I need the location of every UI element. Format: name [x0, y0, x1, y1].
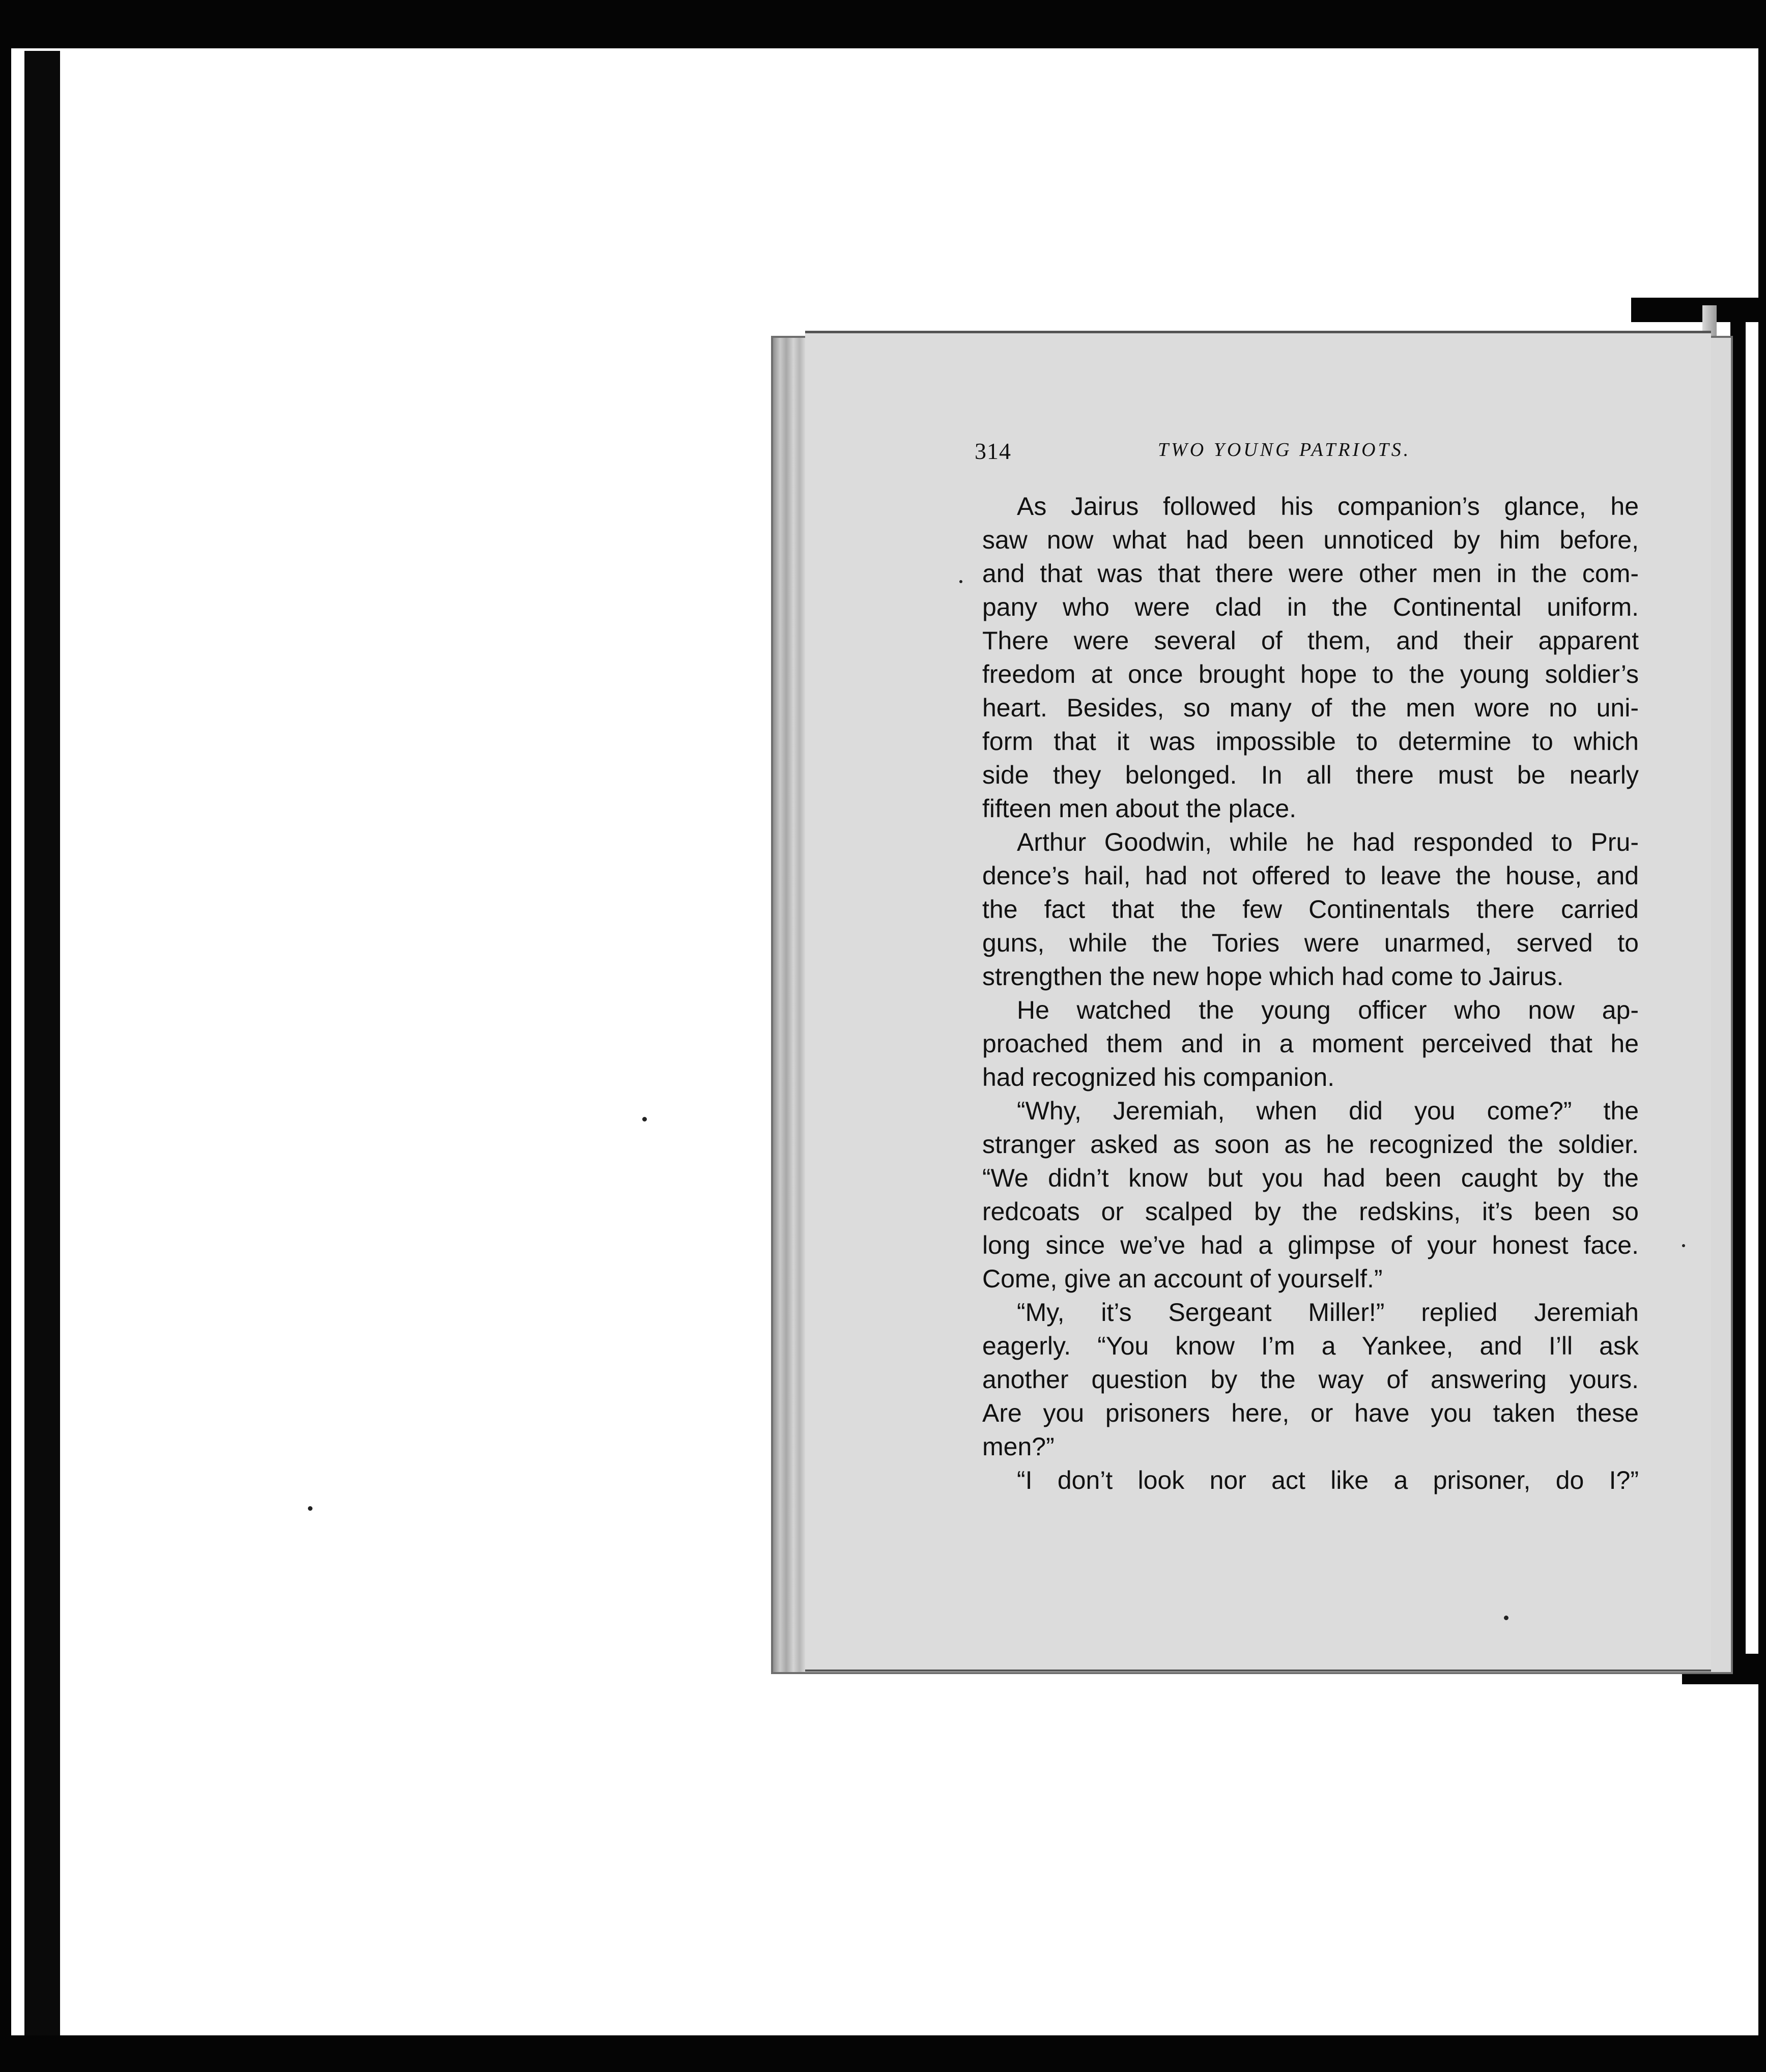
text-line: heart. Besides, so many of the men wore no uni- [982, 694, 1639, 722]
dust-speck [959, 580, 962, 583]
text-line: freedom at once brought hope to the young soldier’s [982, 660, 1639, 688]
dust-speck [308, 1506, 312, 1511]
film-frame-left [0, 0, 11, 2072]
text-line: dence’s hail, had not offered to leave the house, and [982, 861, 1639, 890]
text-line: Come, give an account of yourself.” [982, 1264, 1383, 1293]
film-frame-top [0, 0, 1766, 48]
text-line: eagerly. “You know I’m a Yankee, and I’ll ask [982, 1332, 1639, 1360]
dust-speck [1682, 1244, 1685, 1247]
page-body-text [982, 490, 1639, 1497]
text-line: stranger asked as soon as he recognized the soldier. [982, 1130, 1639, 1159]
film-frame-left-bar [24, 51, 60, 2035]
text-line: He watched the young officer who now ap- [1017, 996, 1639, 1024]
running-title: TWO YOUNG PATRIOTS. [1158, 439, 1411, 461]
text-line: proached them and in a moment perceived that he [982, 1029, 1639, 1058]
text-line: had recognized his companion. [982, 1063, 1335, 1091]
text-line: “My, it’s Sergeant Miller!” replied Jeremiah [1017, 1298, 1639, 1327]
dust-speck [1504, 1616, 1508, 1620]
text-line: redcoats or scalped by the redskins, it’s been so [982, 1197, 1639, 1226]
text-line: guns, while the Tories were unarmed, served to [982, 929, 1639, 957]
text-line: saw now what had been unnoticed by him before, [982, 526, 1639, 554]
text-line: pany who were clad in the Continental uniform. [982, 593, 1639, 621]
text-line: strengthen the new hope which had come to Jairus. [982, 962, 1564, 991]
film-frame-bottom [0, 2035, 1766, 2072]
running-head [975, 438, 1766, 468]
page-number: 314 [975, 438, 1011, 464]
text-line: “We didn’t know but you had been caught by the [982, 1164, 1639, 1192]
dust-speck [642, 1117, 647, 1121]
text-line: Arthur Goodwin, while he had responded to Pru- [1017, 828, 1639, 856]
text-line: As Jairus followed his companion’s glance, he [1017, 492, 1639, 521]
text-line: the fact that the few Continentals there carried [982, 895, 1639, 924]
text-line: long since we’ve had a glimpse of your honest face. [982, 1231, 1639, 1259]
text-line: form that it was impossible to determine to which [982, 727, 1639, 756]
text-line: fifteen men about the place. [982, 794, 1297, 823]
text-line: another question by the way of answering yours. [982, 1365, 1639, 1394]
text-line: and that was that there were other men in the com- [982, 559, 1639, 588]
text-line: men?” [982, 1432, 1055, 1461]
text-line: There were several of them, and their apparent [982, 626, 1639, 655]
text-line: “Why, Jeremiah, when did you come?” the [1017, 1097, 1639, 1125]
text-line: Are you prisoners here, or have you taken these [982, 1399, 1639, 1427]
text-line: “I don’t look nor act like a prisoner, do I?” [1017, 1466, 1639, 1494]
text-line: side they belonged. In all there must be nearly [982, 761, 1639, 789]
film-tab-top [1631, 298, 1766, 322]
